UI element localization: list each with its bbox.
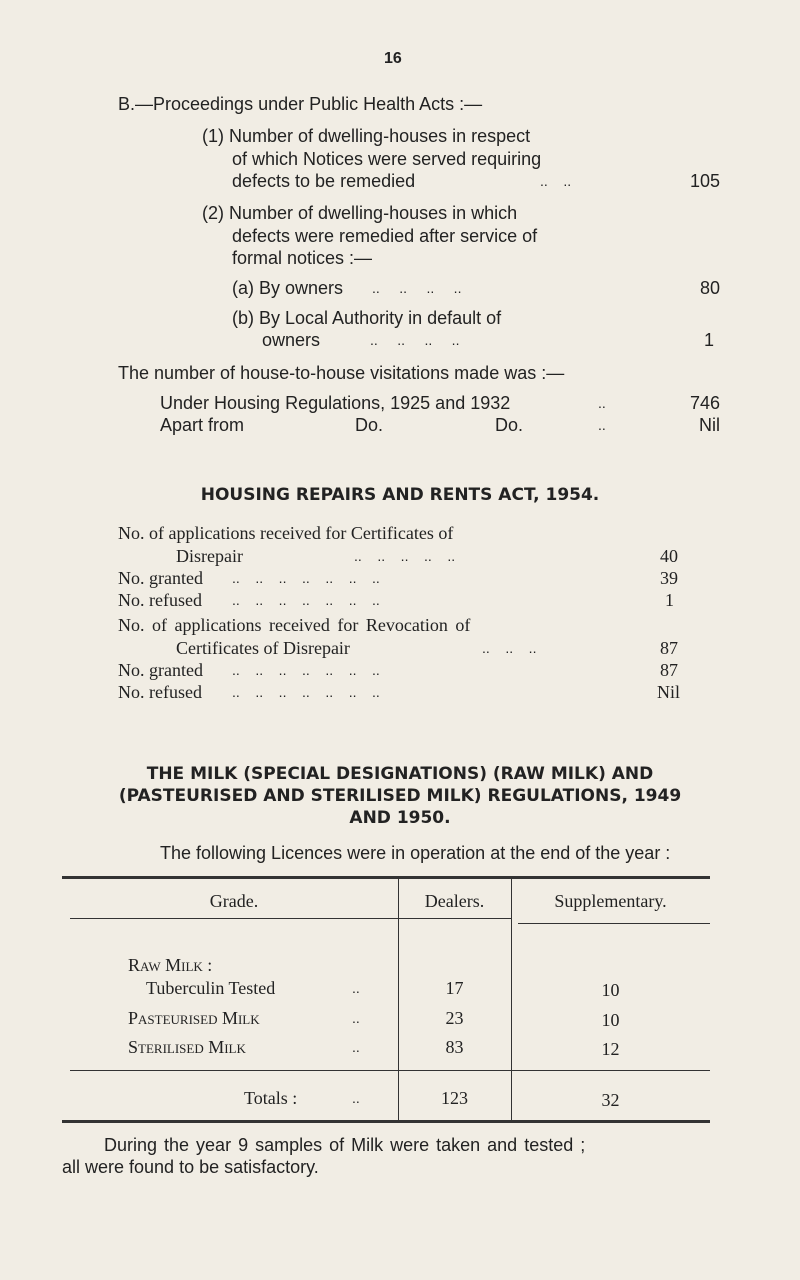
- housing-repairs-title: HOUSING REPAIRS AND RENTS ACT, 1954.: [200, 485, 600, 505]
- totals-dealers: 123: [441, 1088, 468, 1108]
- dealers-tuberculin: 17: [445, 978, 464, 998]
- item1-line1: (1) Number of dwelling-houses in respect: [202, 126, 531, 146]
- totals-label: Totals :: [244, 1088, 298, 1108]
- header-grade: Grade.: [209, 891, 259, 911]
- hr-row1-value: 40: [660, 546, 678, 566]
- dealers-sterilised: 83: [445, 1037, 464, 1057]
- item1-value: 105: [689, 171, 720, 191]
- hr-row1-line2: Disrepair: [176, 546, 243, 566]
- item2b-value: 1: [703, 330, 714, 350]
- item2b-line2: owners: [262, 330, 321, 350]
- milk-title-line3: AND 1950.: [349, 808, 451, 828]
- visitations-row1-value: 746: [689, 393, 720, 413]
- leader-dots: .. ..: [540, 173, 572, 189]
- grade-sterilised: Sterilised Milk: [128, 1037, 246, 1057]
- visitations-row2-label-c: Do.: [495, 415, 524, 435]
- totals-supplementary: 32: [601, 1090, 620, 1110]
- item2a-value: 80: [699, 278, 720, 298]
- hr-row5-label: No. granted: [118, 660, 203, 680]
- hr-row5-value: 87: [660, 660, 678, 680]
- hr-row4-line1: No. of applications received for Revocation of: [118, 615, 471, 635]
- supplementary-tuberculin: 10: [601, 980, 620, 1000]
- hr-row4-line2: Certificates of Disrepair: [176, 638, 350, 658]
- leader-dots: ..: [352, 1039, 360, 1055]
- table-col-divider-2: [511, 879, 512, 1123]
- visitations-intro: The number of house-to-house visitations made was :—: [118, 363, 565, 383]
- item2-line3: formal notices :—: [232, 248, 373, 268]
- section-b-heading: B.—Proceedings under Public Health Acts :—: [118, 94, 483, 114]
- item2b-line1: (b) By Local Authority in default of: [232, 308, 502, 328]
- header-rule-dealers: [398, 918, 511, 919]
- hr-row2-value: 39: [660, 568, 678, 588]
- hr-row3-label: No. refused: [118, 590, 202, 610]
- visitations-row1-label: Under Housing Regulations, 1925 and 1932: [160, 393, 511, 413]
- item1-line3: defects to be remedied: [232, 171, 416, 191]
- visitations-row2-label-a: Apart from: [160, 415, 245, 435]
- item2-line2: defects were remedied after service of: [232, 226, 538, 246]
- hr-row4-value: 87: [660, 638, 678, 658]
- leader-dots: ..: [598, 395, 606, 411]
- leader-dots: .. .. .. ..: [372, 280, 462, 296]
- item1-line2: of which Notices were served requiring: [232, 149, 542, 169]
- hr-row1-line1: No. of applications received for Certificates of: [118, 523, 454, 543]
- grade-pasteurised: Pasteurised Milk: [128, 1008, 260, 1028]
- milk-title-line2: (PASTEURISED AND STERILISED MILK) REGULATIONS, 1949: [118, 786, 682, 806]
- visitations-row2-label-b: Do.: [355, 415, 384, 435]
- header-rule-grade: [70, 918, 398, 919]
- leader-dots: .. .. .. .. .. .. ..: [232, 570, 380, 586]
- raw-milk-label: Raw Milk :: [128, 955, 213, 975]
- leader-dots: .. .. .. .. .. .. ..: [232, 684, 380, 700]
- leader-dots: ..: [598, 417, 606, 433]
- hr-row3-value: 1: [665, 590, 674, 610]
- leader-dots: .. .. .. .. .. .. ..: [232, 592, 380, 608]
- table-top-rule: [62, 876, 710, 879]
- hr-row6-value: Nil: [656, 682, 680, 702]
- dealers-pasteurised: 23: [445, 1008, 464, 1028]
- supplementary-pasteurised: 10: [601, 1010, 620, 1030]
- header-rule-supplementary: [518, 923, 710, 924]
- table-bottom-rule: [62, 1120, 710, 1123]
- milk-title-line1: THE MILK (SPECIAL DESIGNATIONS) (RAW MILK) AND: [146, 764, 654, 784]
- supplementary-sterilised: 12: [601, 1039, 620, 1059]
- milk-footer-line2: all were found to be satisfactory.: [62, 1157, 319, 1177]
- totals-top-rule: [70, 1070, 710, 1071]
- hr-row6-label: No. refused: [118, 682, 202, 702]
- leader-dots: .. .. .. .. ..: [354, 548, 456, 564]
- header-dealers: Dealers.: [424, 891, 485, 911]
- header-supplementary: Supplementary.: [554, 891, 667, 911]
- visitations-row2-value: Nil: [699, 415, 720, 435]
- leader-dots: ..: [352, 1010, 360, 1026]
- hr-row2-label: No. granted: [118, 568, 203, 588]
- item2-line1: (2) Number of dwelling-houses in which: [202, 203, 518, 223]
- leader-dots: .. .. .. ..: [370, 332, 460, 348]
- leader-dots: .. .. ..: [482, 640, 537, 656]
- leader-dots: ..: [352, 1090, 360, 1106]
- leader-dots: .. .. .. .. .. .. ..: [232, 662, 380, 678]
- grade-tuberculin: Tuberculin Tested: [146, 978, 276, 998]
- leader-dots: ..: [352, 980, 360, 996]
- milk-intro: The following Licences were in operation at the end of the year :: [160, 843, 671, 863]
- item2a-label: (a) By owners: [232, 278, 344, 298]
- page-number: 16: [384, 50, 402, 67]
- milk-footer-line1: During the year 9 samples of Milk were taken and tested ;: [104, 1135, 586, 1155]
